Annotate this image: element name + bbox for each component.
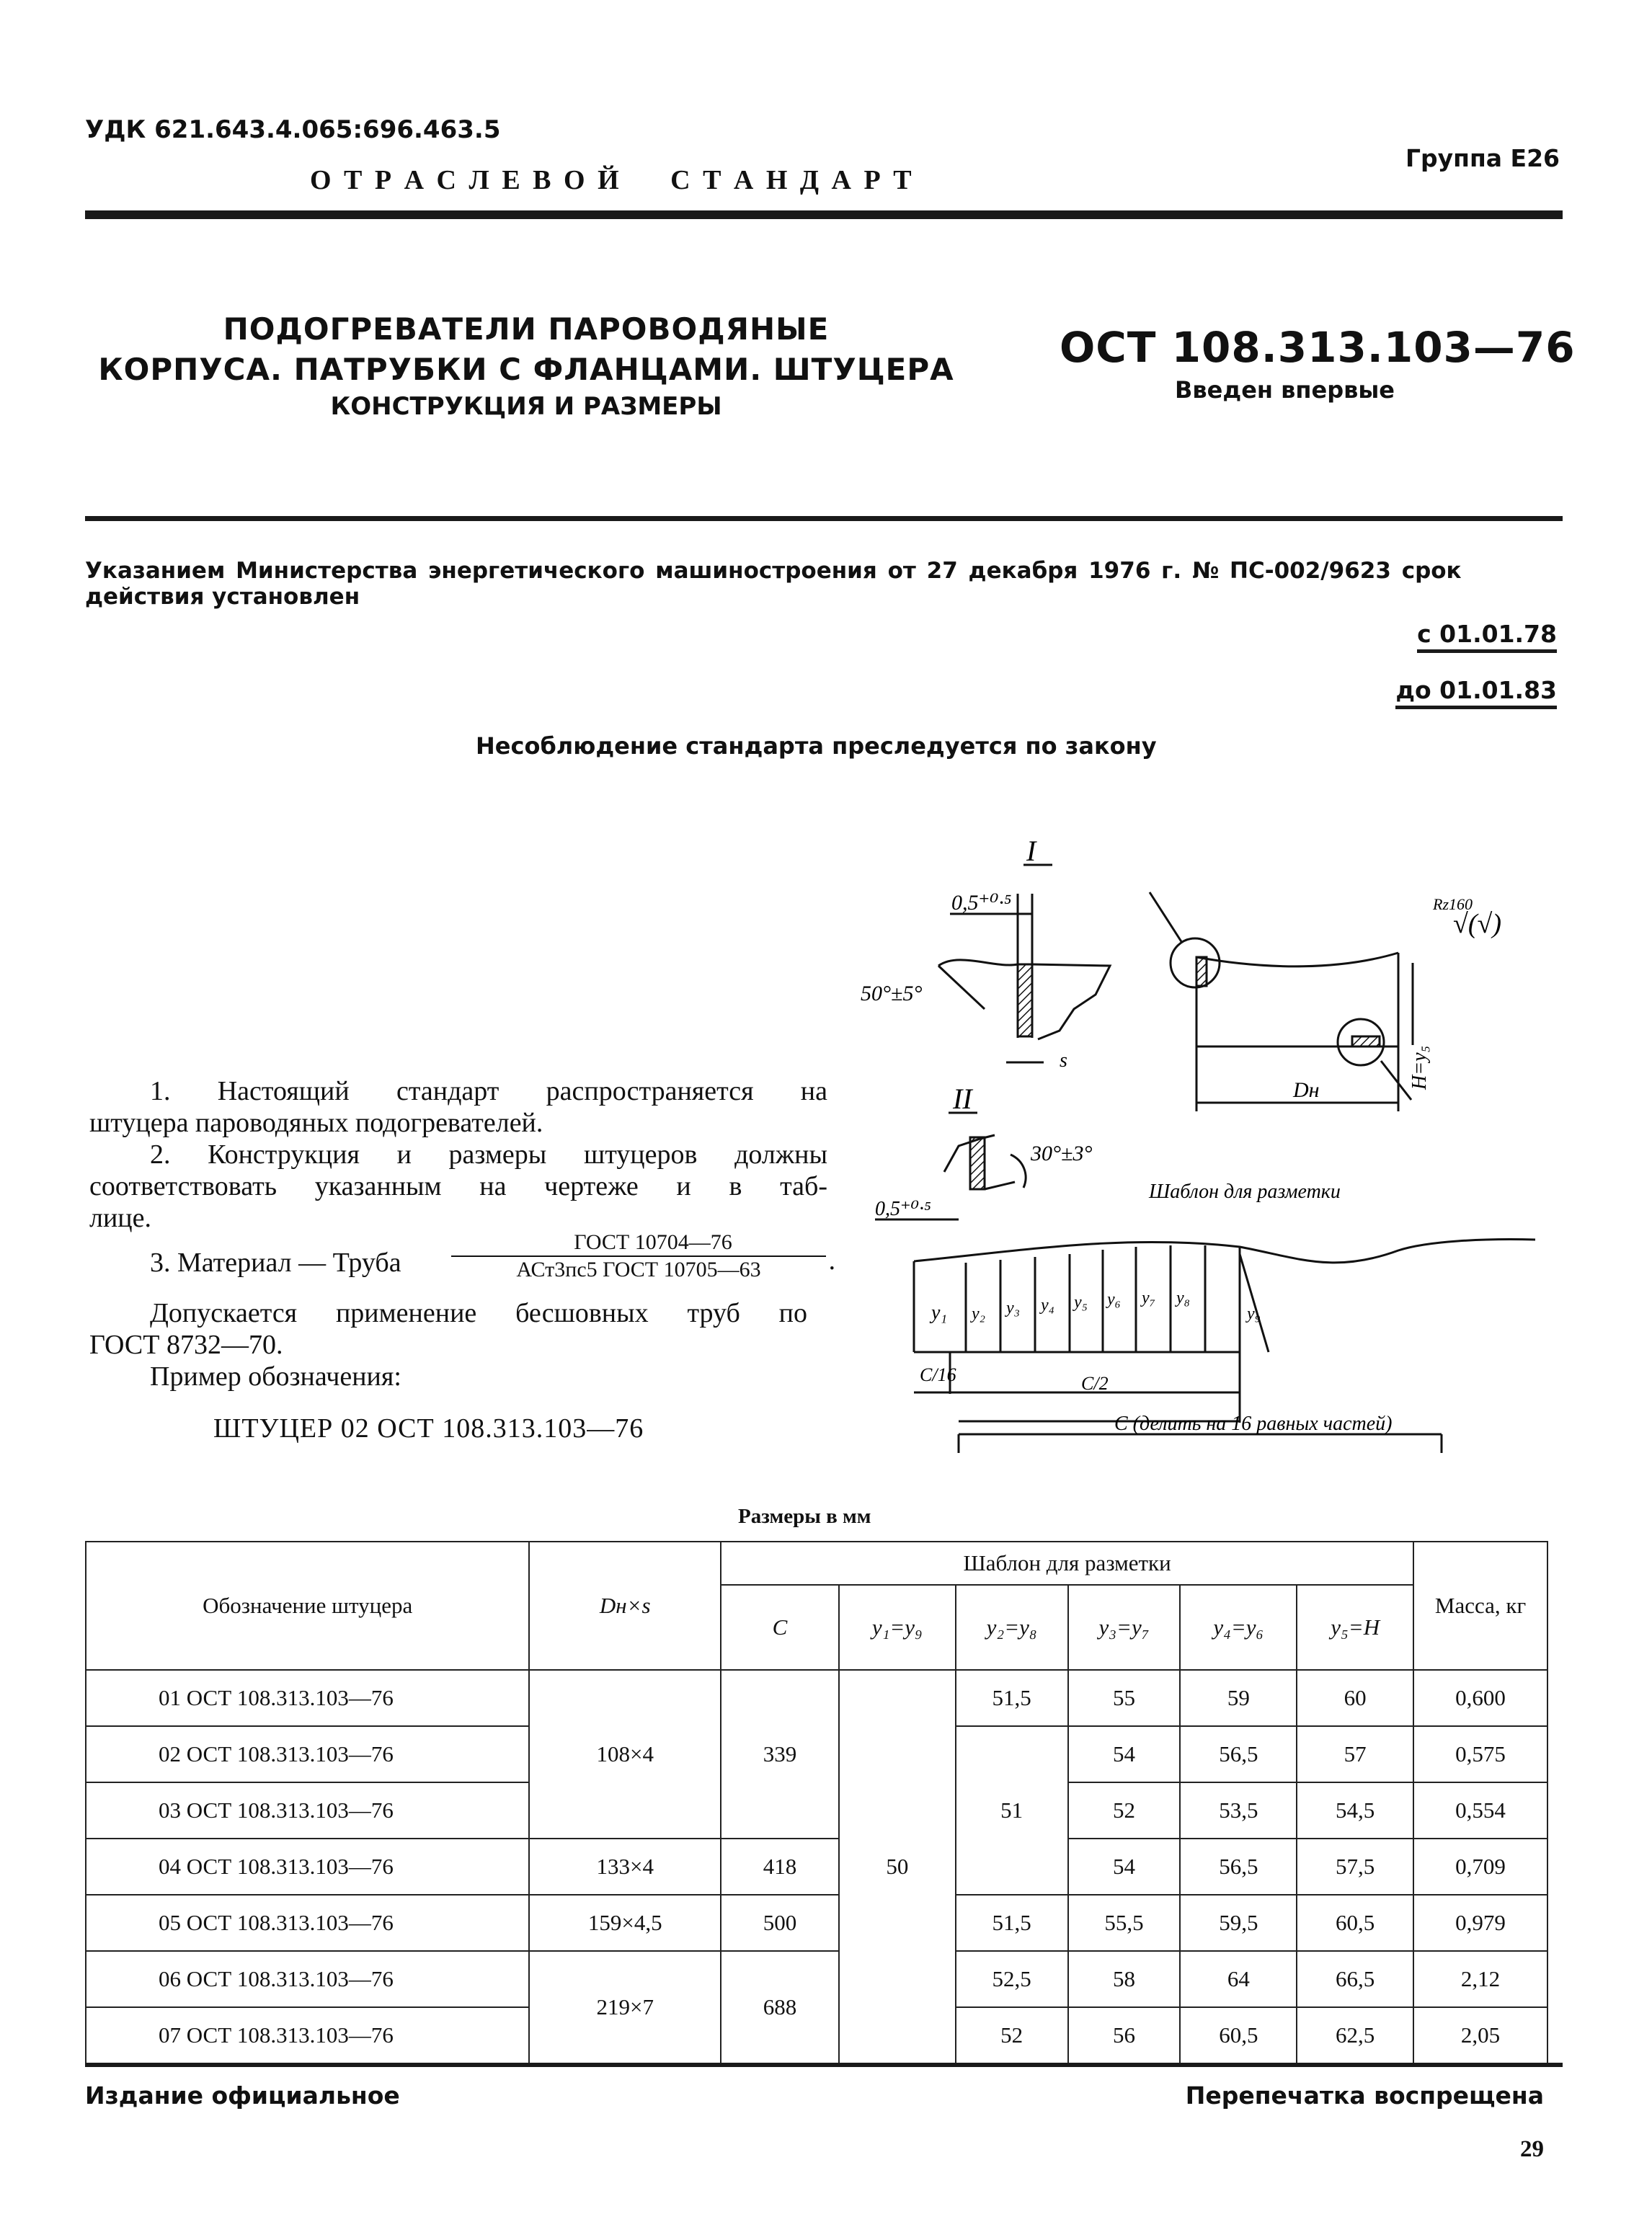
title-line-3: КОНСТРУКЦИЯ И РАЗМЕРЫ xyxy=(330,392,722,421)
view-i-label: I xyxy=(1026,835,1036,867)
height-label: H=y₅ xyxy=(1408,1045,1431,1090)
y5-cell: 66,5 xyxy=(1297,1951,1413,2007)
footer-rule xyxy=(85,2063,1563,2067)
clause-4a: Допускается применение бесшовных труб по xyxy=(150,1298,807,1328)
header-template: Шаблон для разметки xyxy=(721,1542,1413,1585)
dn-cell: 159×4,5 xyxy=(529,1895,721,1951)
y4-label: y₄ xyxy=(1041,1296,1054,1315)
effective-from: с 01.01.78 xyxy=(1417,620,1557,653)
header-designation: Обозначение штуцера xyxy=(86,1542,529,1670)
designation-cell: 03 ОСТ 108.313.103—76 xyxy=(86,1782,529,1839)
designation-cell: 05 ОСТ 108.313.103—76 xyxy=(86,1895,529,1951)
designation-cell: 04 ОСТ 108.313.103—76 xyxy=(86,1839,529,1895)
y3-label: y₃ xyxy=(1006,1299,1020,1317)
y2-cell: 52 xyxy=(956,2007,1068,2063)
clause-3-dot: · xyxy=(827,1253,837,1284)
table-row xyxy=(86,1895,1547,1951)
mass-cell: 0,979 xyxy=(1413,1895,1547,1951)
standard-code: ОСТ 108.313.103—76 xyxy=(1060,323,1576,372)
angle-50: 50°±5° xyxy=(861,982,923,1005)
dimensions-table xyxy=(85,1541,1548,2064)
dim-05-b: 0,5⁺⁰·⁵ xyxy=(875,1198,931,1220)
y4-cell: 64 xyxy=(1180,1951,1297,2007)
y5-cell: 62,5 xyxy=(1297,2007,1413,2063)
y2-cell: 52,5 xyxy=(956,1951,1068,2007)
y4-cell: 59,5 xyxy=(1180,1895,1297,1951)
c-cell: 688 xyxy=(721,1951,839,2063)
clause-5: Пример обозначения: xyxy=(150,1361,401,1392)
y4-cell: 53,5 xyxy=(1180,1782,1297,1839)
header-y3: y₃=y₇ xyxy=(1068,1585,1181,1670)
mass-cell: 0,575 xyxy=(1413,1726,1547,1782)
page-number: 29 xyxy=(1520,2136,1544,2162)
header-y2: y₂=y₈ xyxy=(956,1585,1068,1670)
clause-2b: соответствовать указанным на чертеже и в таб- xyxy=(89,1171,827,1201)
c-full-label: C (делить на 16 равных частей) xyxy=(1114,1413,1393,1435)
y3-cell: 55 xyxy=(1068,1670,1181,1726)
clause-2c: лице. xyxy=(89,1203,152,1233)
table-caption: Размеры в мм xyxy=(738,1505,871,1528)
c-cell: 418 xyxy=(721,1839,839,1895)
clause-1a: 1. Настоящий стандарт распространяется на xyxy=(150,1076,827,1106)
header-y4: y₄=y₆ xyxy=(1180,1585,1297,1670)
mass-cell: 2,12 xyxy=(1413,1951,1547,2007)
footer-reprint: Перепечатка воспрещена xyxy=(1185,2081,1544,2110)
header-c: C xyxy=(721,1585,839,1670)
y5-cell: 54,5 xyxy=(1297,1782,1413,1839)
clause-3: 3. Материал — Труба xyxy=(150,1248,401,1278)
mass-cell: 0,709 xyxy=(1413,1839,1547,1895)
y3-cell: 55,5 xyxy=(1068,1895,1181,1951)
view-ii-label: II xyxy=(953,1083,972,1115)
c16-label: C/16 xyxy=(920,1364,956,1385)
group-code: Группа Е26 xyxy=(1405,144,1560,172)
roughness-symbol-icon: √(√) xyxy=(1453,909,1502,939)
title-line-1: ПОДОГРЕВАТЕЛИ ПАРОВОДЯНЫЕ xyxy=(223,311,830,347)
material-numerator: ГОСТ 10704—76 xyxy=(451,1230,826,1257)
y2-cell: 51,5 xyxy=(956,1670,1068,1726)
c-cell: 500 xyxy=(721,1895,839,1951)
c-cell: 339 xyxy=(721,1670,839,1839)
y3-cell: 54 xyxy=(1068,1726,1181,1782)
y4-cell: 60,5 xyxy=(1180,2007,1297,2063)
designation-cell: 01 ОСТ 108.313.103—76 xyxy=(86,1670,529,1726)
clause-2a: 2. Конструкция и размеры штуцеров должны xyxy=(150,1139,827,1170)
y5-cell: 60,5 xyxy=(1297,1895,1413,1951)
y1-cell: 50 xyxy=(839,1670,956,2063)
header-dn: Dн×s xyxy=(529,1542,721,1670)
header-mass: Масса, кг xyxy=(1413,1542,1547,1670)
dn-cell: 219×7 xyxy=(529,1951,721,2063)
decree-line-2: действия установлен xyxy=(85,584,360,610)
standard-banner: О Т Р А С Л Е В О Й С Т А Н Д А Р Т xyxy=(310,165,915,195)
dn-cell: 133×4 xyxy=(529,1839,721,1895)
table-row xyxy=(86,1951,1547,2007)
y9-label: y₉ xyxy=(1247,1305,1261,1323)
thickness-s: s xyxy=(1060,1049,1067,1072)
table-row xyxy=(86,1670,1547,1726)
clause-4b: ГОСТ 8732—70. xyxy=(89,1330,283,1360)
y5-cell: 57,5 xyxy=(1297,1839,1413,1895)
decree-line-1: Указанием Министерства энергетического машиностроения от 27 декабря 1976 г. № ПС-002/9623 срок xyxy=(85,558,1462,584)
designation-cell: 02 ОСТ 108.313.103—76 xyxy=(86,1726,529,1782)
title-line-2: КОРПУСА. ПАТРУБКИ С ФЛАНЦАМИ. ШТУЦЕРА xyxy=(98,352,954,387)
material-denominator: АСт3пс5 ГОСТ 10705—63 xyxy=(516,1258,761,1281)
clause-1b: штуцера пароводяных подогревателей. xyxy=(89,1108,543,1138)
y6-label: y₆ xyxy=(1107,1290,1121,1309)
y4-cell: 59 xyxy=(1180,1670,1297,1726)
effective-to: до 01.01.83 xyxy=(1395,676,1557,709)
dim-05-a: 0,5⁺⁰·⁵ xyxy=(951,891,1012,915)
y5-label: y₅ xyxy=(1074,1293,1088,1312)
law-notice: Несоблюдение стандарта преследуется по закону xyxy=(476,732,1157,760)
dn-label: Dн xyxy=(1293,1078,1320,1102)
template-title: Шаблон для разметки xyxy=(1149,1181,1341,1203)
y4-cell: 56,5 xyxy=(1180,1726,1297,1782)
c2-label: C/2 xyxy=(1081,1373,1109,1394)
mass-cell: 0,554 xyxy=(1413,1782,1547,1839)
header-y5: y₅=H xyxy=(1297,1585,1413,1670)
y1-label: y₁ xyxy=(931,1302,948,1324)
y8-label: y₈ xyxy=(1176,1289,1190,1307)
y5-cell: 57 xyxy=(1297,1726,1413,1782)
y2-cell: 51 xyxy=(956,1726,1068,1895)
mass-cell: 2,05 xyxy=(1413,2007,1547,2063)
table-row xyxy=(86,1839,1547,1895)
header-y1: y₁=y₉ xyxy=(839,1585,956,1670)
y3-cell: 56 xyxy=(1068,2007,1181,2063)
y2-cell: 51,5 xyxy=(956,1895,1068,1951)
udk-code: УДК 621.643.4.065:696.463.5 xyxy=(85,115,501,144)
y7-label: y₇ xyxy=(1142,1289,1155,1307)
y4-cell: 56,5 xyxy=(1180,1839,1297,1895)
y3-cell: 54 xyxy=(1068,1839,1181,1895)
y3-cell: 52 xyxy=(1068,1782,1181,1839)
example-designation: ШТУЦЕР 02 ОСТ 108.313.103—76 xyxy=(213,1413,644,1444)
y2-label: y₂ xyxy=(972,1305,985,1323)
footer-official: Издание официальное xyxy=(85,2081,400,2110)
designation-cell: 06 ОСТ 108.313.103—76 xyxy=(86,1951,529,2007)
y5-cell: 60 xyxy=(1297,1670,1413,1726)
mass-cell: 0,600 xyxy=(1413,1670,1547,1726)
roughness-label: Rz160 xyxy=(1433,895,1473,913)
angle-30: 30°±3° xyxy=(1031,1142,1093,1165)
intro-note: Введен впервые xyxy=(1175,376,1395,404)
dn-cell: 108×4 xyxy=(529,1670,721,1839)
designation-cell: 07 ОСТ 108.313.103—76 xyxy=(86,2007,529,2063)
y3-cell: 58 xyxy=(1068,1951,1181,2007)
